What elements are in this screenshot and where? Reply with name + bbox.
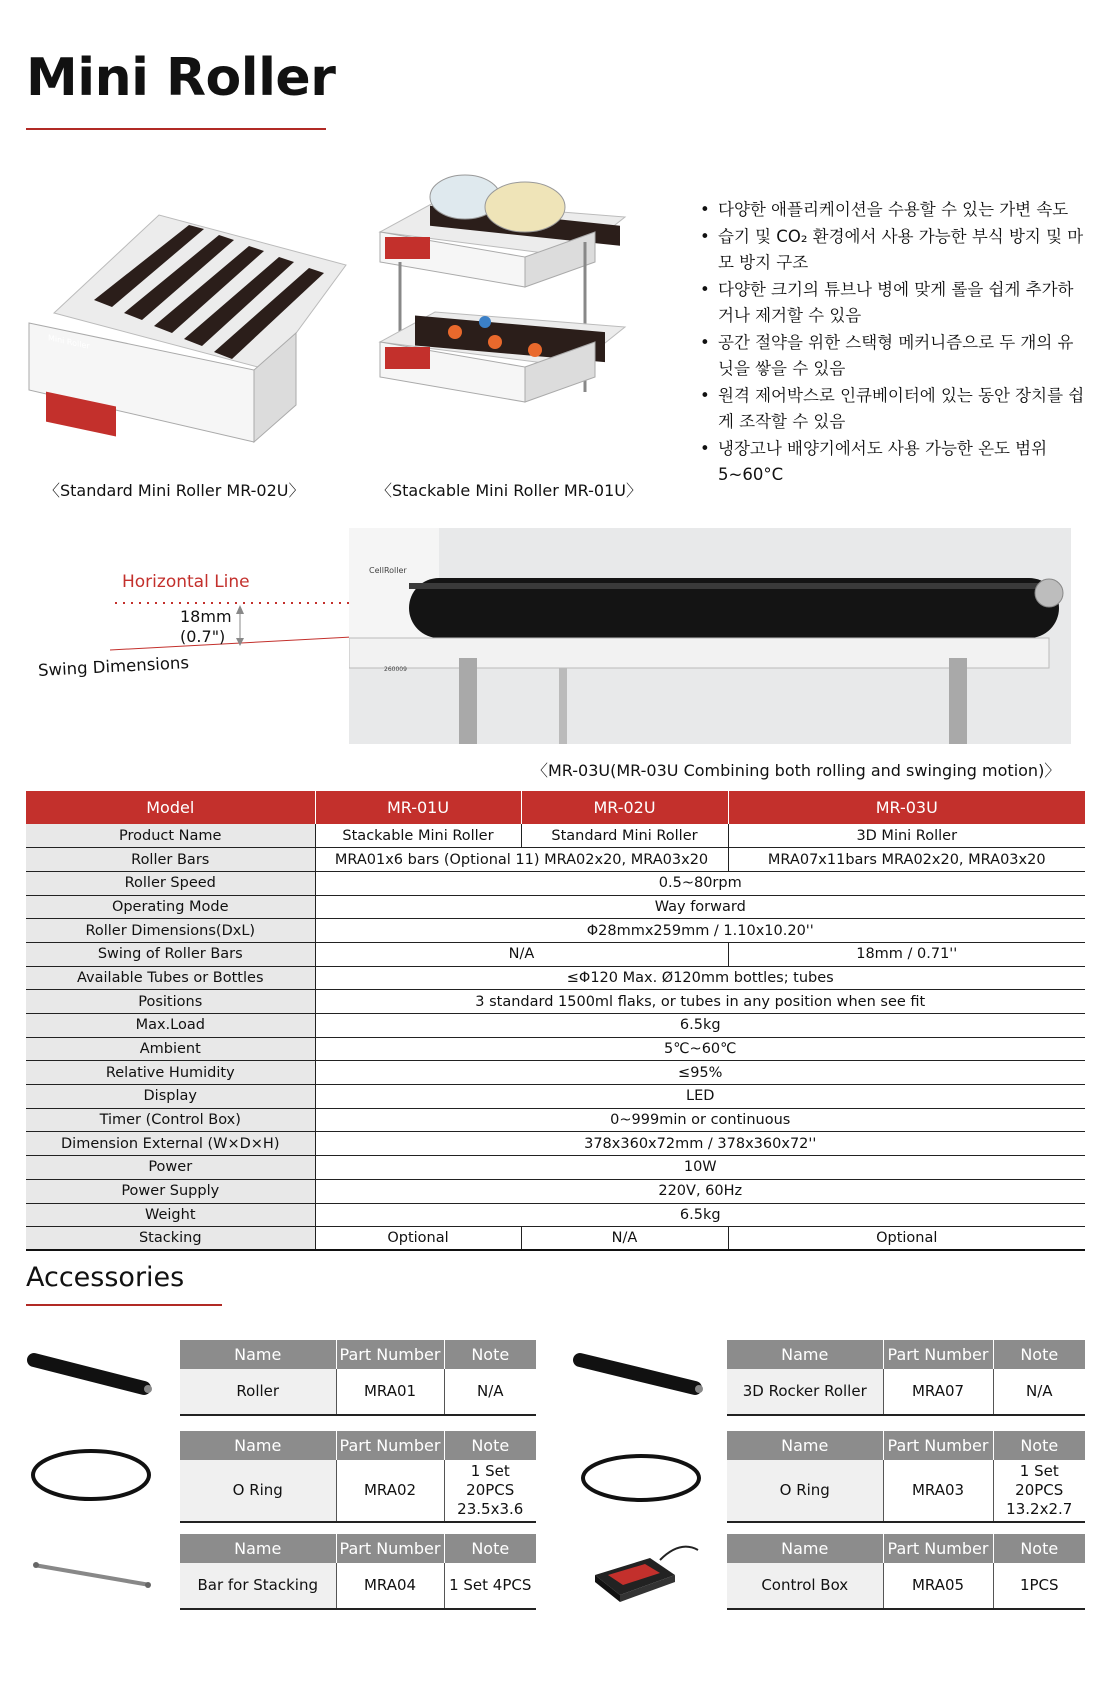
row-label: Ambient: [26, 1037, 315, 1061]
cell: 6.5kg: [315, 1203, 1085, 1227]
photo-label-code: 260009: [384, 666, 407, 673]
acc-header-part: Part Number: [336, 1431, 444, 1460]
table-row: [26, 1179, 1085, 1203]
table-row: [26, 1227, 1085, 1251]
row-label: Product Name: [26, 824, 315, 848]
acc-header-note: Note: [444, 1534, 536, 1563]
acc-header-note: Note: [993, 1431, 1085, 1460]
row-label: Swing of Roller Bars: [26, 942, 315, 966]
table-row: [26, 1108, 1085, 1132]
acc-note: 1PCS: [993, 1563, 1085, 1609]
cell: 18mm / 0.71'': [728, 942, 1085, 966]
header-model: Model: [26, 791, 315, 824]
acc-note-size: 13.2x2.7: [1006, 1500, 1073, 1518]
acc-header-part: Part Number: [336, 1534, 444, 1563]
table-row: [26, 1085, 1085, 1109]
acc-part: MRA04: [336, 1563, 444, 1609]
table-row: [26, 1203, 1085, 1227]
o-ring-icon: [28, 1445, 154, 1505]
acc-name: Bar for Stacking: [180, 1563, 336, 1609]
cell: 378x360x72mm / 378x360x72'': [315, 1132, 1085, 1156]
mr03u-caption: 〈MR-03U(MR-03U Combining both rolling and swinging motion)〉: [532, 761, 1061, 780]
stackable-mini-roller-image: [375, 162, 635, 454]
cell: LED: [315, 1085, 1085, 1109]
cell: ≤95%: [315, 1061, 1085, 1085]
acc-name: O Ring: [180, 1460, 336, 1522]
feature-item: • 다양한 크기의 튜브나 병에 맞게 롤을 쉽게 추가하거나 제거할 수 있음: [698, 277, 1088, 330]
control-box-icon: [590, 1540, 700, 1605]
row-label: Power: [26, 1156, 315, 1180]
stackable-caption: 〈Stackable Mini Roller MR-01U〉: [376, 481, 642, 500]
dimension-inch-label: (0.7"): [180, 627, 226, 646]
swing-dimensions-label: Swing Dimensions: [37, 653, 190, 680]
acc-header-name: Name: [727, 1431, 883, 1460]
row-label: Power Supply: [26, 1179, 315, 1203]
cell: N/A: [521, 1227, 728, 1251]
table-row: [26, 990, 1085, 1014]
accessory-table-3d-rocker-roller: [727, 1340, 1085, 1416]
page-title: Mini Roller: [26, 48, 336, 108]
row-label: Max.Load: [26, 1014, 315, 1038]
acc-name: Roller: [180, 1369, 336, 1415]
table-row: [26, 1132, 1085, 1156]
accessory-table-o-ring-mra03: [727, 1431, 1085, 1523]
acc-note: N/A: [993, 1369, 1085, 1415]
acc-header-note: Note: [993, 1534, 1085, 1563]
cell: 5℃~60℃: [315, 1037, 1085, 1061]
cell: 0.5~80rpm: [315, 871, 1085, 895]
acc-header-name: Name: [180, 1534, 336, 1563]
cell: ≤Φ120 Max. Ø120mm bottles; tubes: [315, 966, 1085, 990]
feature-item: • 다양한 애플리케이션을 수용할 수 있는 가변 속도: [698, 197, 1088, 224]
row-label: Roller Dimensions(DxL): [26, 919, 315, 943]
accessories-title: Accessories: [26, 1262, 185, 1293]
feature-list: [698, 197, 1088, 489]
acc-note: N/A: [444, 1369, 536, 1415]
cell: Standard Mini Roller: [521, 824, 728, 848]
row-label: Roller Bars: [26, 848, 315, 872]
feature-item: • 습기 및 CO₂ 환경에서 사용 가능한 부식 방지 및 마모 방지 구조: [698, 224, 1088, 277]
acc-name: Control Box: [727, 1563, 883, 1609]
header-mr01u: MR-01U: [315, 791, 521, 824]
cell: 3 standard 1500ml flaks, or tubes in any position when see fit: [315, 990, 1085, 1014]
acc-part: MRA07: [883, 1369, 993, 1415]
acc-note: [444, 1460, 536, 1522]
roller-icon: [26, 1350, 156, 1400]
acc-part: MRA05: [883, 1563, 993, 1609]
cell: Optional: [315, 1227, 521, 1251]
row-label: Available Tubes or Bottles: [26, 966, 315, 990]
row-label: Relative Humidity: [26, 1061, 315, 1085]
table-row: [26, 1014, 1085, 1038]
horizontal-line-label: Horizontal Line: [122, 572, 250, 592]
table-row: [26, 871, 1085, 895]
cell: 220V, 60Hz: [315, 1179, 1085, 1203]
header-mr02u: MR-02U: [521, 791, 728, 824]
cell: 6.5kg: [315, 1014, 1085, 1038]
header-mr03u: MR-03U: [728, 791, 1085, 824]
table-row: [26, 1061, 1085, 1085]
cell: 3D Mini Roller: [728, 824, 1085, 848]
spec-header-row: [26, 791, 1085, 824]
accessory-table-o-ring-mra02: [180, 1431, 536, 1523]
acc-note-size: 23.5x3.6: [457, 1500, 524, 1518]
cell: Stackable Mini Roller: [315, 824, 521, 848]
acc-part: MRA01: [336, 1369, 444, 1415]
table-row: [26, 848, 1085, 872]
acc-header-part: Part Number: [883, 1534, 993, 1563]
photo-label-brand: CellRoller: [369, 566, 407, 575]
rocker-roller-icon: [572, 1350, 707, 1400]
feature-item: • 공간 절약을 위한 스택형 메커니즘으로 두 개의 유닛을 쌓을 수 있음: [698, 330, 1088, 383]
acc-name: O Ring: [727, 1460, 883, 1522]
table-row: [26, 895, 1085, 919]
row-label: Dimension External (W×D×H): [26, 1132, 315, 1156]
acc-header-name: Name: [727, 1534, 883, 1563]
accessories-underline: [26, 1304, 222, 1306]
table-row: [26, 824, 1085, 848]
accessory-table-control-box: [727, 1534, 1085, 1610]
row-label: Operating Mode: [26, 895, 315, 919]
table-row: [26, 1156, 1085, 1180]
spec-table: [26, 791, 1085, 1251]
acc-header-name: Name: [180, 1340, 336, 1369]
acc-note: [993, 1460, 1085, 1522]
title-underline: [26, 128, 326, 130]
cell: MRA07x11bars MRA02x20, MRA03x20: [728, 848, 1085, 872]
acc-note: 1 Set 4PCS: [444, 1563, 536, 1609]
acc-header-part: Part Number: [336, 1340, 444, 1369]
feature-item: • 냉장고나 배양기에서도 사용 가능한 온도 범위 5~60°C: [698, 436, 1088, 489]
acc-header-part: Part Number: [883, 1431, 993, 1460]
standard-mini-roller-image: [24, 205, 354, 450]
table-row: [26, 966, 1085, 990]
stacking-bar-icon: [28, 1555, 158, 1595]
acc-note-line: 1 Set 20PCS: [466, 1462, 515, 1499]
row-label: Timer (Control Box): [26, 1108, 315, 1132]
acc-header-part: Part Number: [883, 1340, 993, 1369]
acc-header-name: Name: [727, 1340, 883, 1369]
acc-name: 3D Rocker Roller: [727, 1369, 883, 1415]
acc-part: MRA03: [883, 1460, 993, 1522]
table-row: [26, 919, 1085, 943]
row-label: Weight: [26, 1203, 315, 1227]
mr03u-photo: [349, 528, 1071, 744]
standard-caption: 〈Standard Mini Roller MR-02U〉: [44, 481, 305, 500]
cell: 10W: [315, 1156, 1085, 1180]
cell: Optional: [728, 1227, 1085, 1251]
row-label: Stacking: [26, 1227, 315, 1251]
dimension-label: 18mm: [180, 607, 232, 626]
feature-item: • 원격 제어박스로 인큐베이터에 있는 동안 장치를 쉽게 조작할 수 있음: [698, 383, 1088, 436]
row-label: Display: [26, 1085, 315, 1109]
device-label: Mini Roller: [48, 332, 90, 351]
table-row: [26, 1037, 1085, 1061]
acc-header-name: Name: [180, 1431, 336, 1460]
accessory-table-stacking-bar: [180, 1534, 536, 1610]
acc-part: MRA02: [336, 1460, 444, 1522]
cell: N/A: [315, 942, 728, 966]
cell: Way forward: [315, 895, 1085, 919]
acc-header-note: Note: [444, 1431, 536, 1460]
table-row: [26, 942, 1085, 966]
cell: Φ28mmx259mm / 1.10x10.20'': [315, 919, 1085, 943]
row-label: Positions: [26, 990, 315, 1014]
acc-note-line: 1 Set 20PCS: [1015, 1462, 1064, 1499]
acc-header-note: Note: [444, 1340, 536, 1369]
acc-header-note: Note: [993, 1340, 1085, 1369]
accessory-table-roller: [180, 1340, 536, 1416]
cell: 0~999min or continuous: [315, 1108, 1085, 1132]
o-ring-icon: [578, 1450, 704, 1506]
cell: MRA01x6 bars (Optional 11) MRA02x20, MRA03x20: [315, 848, 728, 872]
row-label: Roller Speed: [26, 871, 315, 895]
